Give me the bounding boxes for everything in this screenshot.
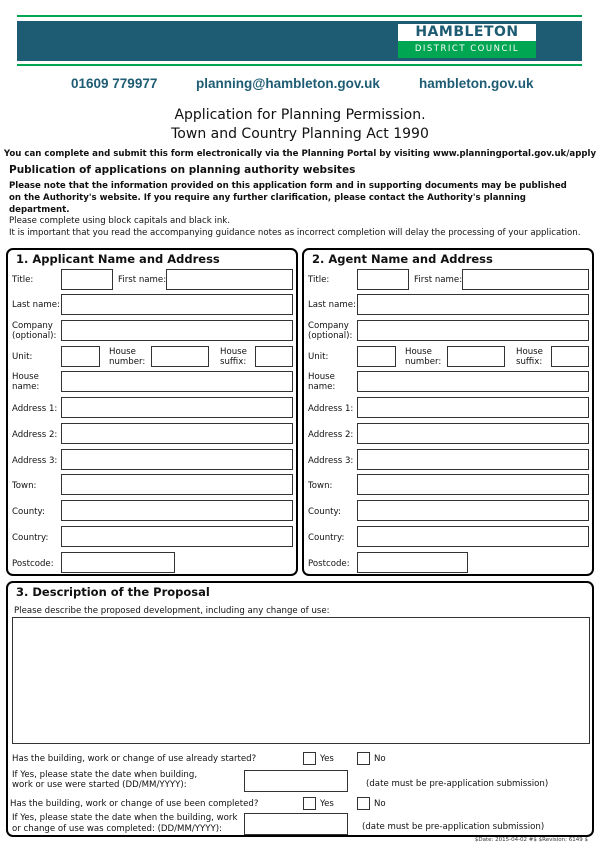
agent-house-name-field[interactable] xyxy=(357,371,589,392)
agent-address1-field[interactable] xyxy=(357,397,589,418)
applicant-last-name-field[interactable] xyxy=(61,294,293,315)
started-date-label-2: work or use were started (DD/MM/YYYY): xyxy=(12,780,187,790)
applicant-house-name-field[interactable] xyxy=(61,371,293,392)
address3-label: Address 3: xyxy=(12,456,58,466)
applicant-address2-field[interactable] xyxy=(61,423,293,444)
postcode-label: Postcode: xyxy=(308,559,350,569)
applicant-house-suffix-field[interactable] xyxy=(255,346,293,367)
house-name-label: House xyxy=(308,372,335,382)
house-name-label-2: name: xyxy=(308,382,336,392)
started-no-checkbox[interactable] xyxy=(357,752,370,765)
completed-no-checkbox[interactable] xyxy=(357,797,370,810)
applicant-section xyxy=(6,248,298,576)
agent-address3-field[interactable] xyxy=(357,449,589,470)
proposal-prompt: Please describe the proposed development, including any change of use: xyxy=(14,606,330,616)
completed-date-note: (date must be pre-application submission) xyxy=(362,822,545,832)
address3-label: Address 3: xyxy=(308,456,354,466)
applicant-postcode-field[interactable] xyxy=(61,552,175,573)
company-label-optional: (optional): xyxy=(12,331,57,341)
page-title-line2: Town and Country Planning Act 1990 xyxy=(171,126,429,142)
first-name-label: First name: xyxy=(414,275,463,285)
house-suffix-label: House xyxy=(516,347,543,357)
applicant-heading: 1. Applicant Name and Address xyxy=(16,252,220,266)
completed-no-label: No xyxy=(374,799,386,809)
house-suffix-label-2: suffix: xyxy=(516,357,543,367)
last-name-label: Last name: xyxy=(12,300,60,310)
block-caps-note: Please complete using block capitals and black ink. xyxy=(9,216,231,226)
title-label: Title: xyxy=(12,275,34,285)
address1-label: Address 1: xyxy=(308,404,354,414)
address2-label: Address 2: xyxy=(12,430,58,440)
agent-house-number-field[interactable] xyxy=(447,346,505,367)
company-label-optional: (optional): xyxy=(308,331,353,341)
publication-heading: Publication of applications on planning authority websites xyxy=(9,164,356,176)
house-number-label-2: number: xyxy=(109,357,146,367)
started-question: Has the building, work or change of use already started? xyxy=(12,754,257,764)
house-suffix-label: House xyxy=(220,347,247,357)
country-label: Country: xyxy=(308,533,345,543)
county-label: County: xyxy=(308,507,341,517)
company-label: Company xyxy=(308,321,349,331)
header-bottom-rule xyxy=(17,64,582,66)
portal-notice: You can complete and submit this form electronically via the Planning Portal by visiting www.planningportal.gov.uk/apply xyxy=(3,149,597,159)
logo-bottom-text: DISTRICT COUNCIL xyxy=(398,41,536,58)
proposal-section xyxy=(6,581,594,837)
postcode-label: Postcode: xyxy=(12,559,54,569)
agent-country-field[interactable] xyxy=(357,526,589,547)
started-date-label: If Yes, please state the date when building, xyxy=(12,770,198,780)
agent-heading: 2. Agent Name and Address xyxy=(312,252,493,266)
applicant-house-number-field[interactable] xyxy=(151,346,209,367)
agent-postcode-field[interactable] xyxy=(357,552,468,573)
agent-town-field[interactable] xyxy=(357,474,589,495)
applicant-first-name-field[interactable] xyxy=(166,269,293,290)
agent-last-name-field[interactable] xyxy=(357,294,589,315)
contact-phone: 01609 779977 xyxy=(71,76,158,91)
page-title-line1: Application for Planning Permission. xyxy=(174,107,426,123)
applicant-unit-field[interactable] xyxy=(61,346,100,367)
house-number-label-2: number: xyxy=(405,357,442,367)
agent-title-field[interactable] xyxy=(357,269,409,290)
completed-date-field[interactable] xyxy=(244,813,348,835)
completed-yes-checkbox[interactable] xyxy=(303,797,316,810)
applicant-country-field[interactable] xyxy=(61,526,293,547)
town-label: Town: xyxy=(12,481,37,491)
first-name-label: First name: xyxy=(118,275,167,285)
revision-footer: $Date: 2015-04-02 #$ $Revision: 6149 $ xyxy=(474,837,588,843)
completed-yes-label: Yes xyxy=(320,799,334,809)
house-name-label-2: name: xyxy=(12,382,40,392)
started-no-label: No xyxy=(374,754,386,764)
county-label: County: xyxy=(12,507,45,517)
completed-question: Has the building, work or change of use been completed? xyxy=(10,799,259,809)
started-date-field[interactable] xyxy=(244,770,348,792)
applicant-company-field[interactable] xyxy=(61,320,293,341)
house-number-label: House xyxy=(109,347,136,357)
last-name-label: Last name: xyxy=(308,300,356,310)
started-yes-checkbox[interactable] xyxy=(303,752,316,765)
contact-email[interactable]: planning@hambleton.gov.uk xyxy=(196,76,380,91)
agent-house-suffix-field[interactable] xyxy=(551,346,589,367)
house-suffix-label-2: suffix: xyxy=(220,357,247,367)
company-label: Company xyxy=(12,321,53,331)
contact-website[interactable]: hambleton.gov.uk xyxy=(419,76,534,91)
house-number-label: House xyxy=(405,347,432,357)
logo-top-text: HAMBLETON xyxy=(398,24,536,41)
agent-address2-field[interactable] xyxy=(357,423,589,444)
applicant-county-field[interactable] xyxy=(61,500,293,521)
header-top-rule xyxy=(17,15,582,17)
guidance-note: It is important that you read the accompanying guidance notes as incorrect completion will delay the processing of your application. xyxy=(9,228,581,238)
completed-date-label-2: or change of use was completed: (DD/MM/YYYY): xyxy=(12,824,223,834)
unit-label: Unit: xyxy=(308,352,329,362)
agent-unit-field[interactable] xyxy=(357,346,396,367)
council-logo xyxy=(398,24,536,58)
country-label: Country: xyxy=(12,533,49,543)
address2-label: Address 2: xyxy=(308,430,354,440)
agent-first-name-field[interactable] xyxy=(462,269,589,290)
address1-label: Address 1: xyxy=(12,404,58,414)
applicant-address3-field[interactable] xyxy=(61,449,293,470)
started-yes-label: Yes xyxy=(320,754,334,764)
proposal-heading: 3. Description of the Proposal xyxy=(16,585,210,599)
house-name-label: House xyxy=(12,372,39,382)
applicant-town-field[interactable] xyxy=(61,474,293,495)
unit-label: Unit: xyxy=(12,352,33,362)
agent-county-field[interactable] xyxy=(357,500,589,521)
started-date-note: (date must be pre-application submission) xyxy=(366,779,549,789)
proposal-description-field[interactable] xyxy=(12,617,590,744)
completed-date-label: If Yes, please state the date when the building, work xyxy=(12,813,238,823)
publication-text: Please note that the information provided on this application form and in supporting documents may be published on the Authority's website. If you require any further clarification, please contact the Authority's planning department. xyxy=(9,181,567,215)
agent-section xyxy=(302,248,594,576)
applicant-title-field[interactable] xyxy=(61,269,113,290)
applicant-address1-field[interactable] xyxy=(61,397,293,418)
agent-company-field[interactable] xyxy=(357,320,589,341)
title-label: Title: xyxy=(308,275,330,285)
town-label: Town: xyxy=(308,481,333,491)
